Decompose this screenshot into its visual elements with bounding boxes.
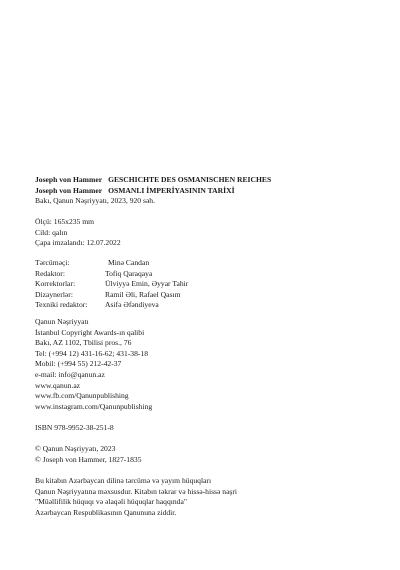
credit-value: Tofiq Qaraqaya: [105, 268, 153, 278]
author-name: Joseph von Hammer: [35, 175, 103, 184]
author-name: Joseph von Hammer: [35, 185, 103, 195]
spec-print-date: Çapa imzalandı: 12.07.2022: [35, 238, 121, 248]
credit-label: Tərcüməçi:: [35, 258, 70, 267]
credit-label: Korrektorlar:: [35, 279, 76, 289]
rights-line: "Müəllifilik hüquqı və əlaqəli hüquqlar haqqında": [35, 497, 187, 507]
publisher-website: www.qanun.az: [35, 380, 81, 390]
credit-designers: [35, 290, 380, 301]
rights-line: Bu kitabın Azərbaycan dilinə tərcümə və yayım hüquqları: [35, 476, 212, 485]
rights-line: Qanun Nəşriyyatına məxsusdur. Kitabın təkrar və hissə-hissə nəşri: [35, 486, 238, 496]
publisher-name: Qanun Nəşriyyatı: [35, 317, 89, 326]
credit-proofreaders: [35, 279, 380, 290]
spec-binding: Cild: qalın: [35, 227, 68, 237]
title-line-translated: [35, 186, 380, 197]
credit-label: Texniki redaktor:: [35, 300, 88, 310]
title-block: [35, 175, 380, 207]
specs-block: [35, 217, 380, 249]
rights-line: Azərbaycan Respublikasının Qanununa ziddir.: [35, 507, 177, 517]
publisher-mobile: Mobil: (+994 55) 212-42-37: [35, 359, 122, 369]
publisher-instagram: www.instagram.com/Qanunpublishing: [35, 401, 153, 411]
publisher-facebook: www.fb.com/Qanunpublishing: [35, 391, 129, 401]
credit-label: Redaktor:: [35, 268, 65, 278]
credit-technical-editor: [35, 300, 380, 311]
translated-title: OSMANLI İMPERİYASININ TARİXİ: [108, 185, 235, 195]
copyright-author: © Joseph von Hammer, 1827-1835: [35, 454, 142, 464]
original-title: GESCHICHTE DES OSMANISCHEN REICHES: [108, 175, 272, 184]
publisher-award: İstanbul Copyright Awards-ın qalibi: [35, 327, 145, 337]
rights-block: [35, 476, 380, 518]
credits-block: [35, 258, 380, 311]
contact-block: [35, 317, 380, 412]
copyright-publisher: © Qanun Nəşriyyatı, 2023: [35, 444, 116, 453]
credit-value: Ramil Əli, Rafael Qasım: [105, 289, 181, 299]
credit-value: Asifə Əfəndiyeva: [105, 300, 159, 310]
publisher-address: Bakı, AZ 1102, Tbilisi pros., 76: [35, 338, 132, 348]
spec-size: Ölçü: 165x235 mm: [35, 217, 95, 226]
publication-info: Bakı, Qanun Nəşriyyatı, 2023, 920 səh.: [35, 196, 156, 206]
publisher-phone: Tel: (+994 12) 431-16-62; 431-38-18: [35, 348, 148, 358]
isbn-block: [35, 423, 380, 434]
credit-value: Ülviyyə Emin, Əyyar Tahir: [105, 279, 189, 289]
isbn: ISBN 978-9952-38-251-8: [35, 423, 114, 432]
credit-translator: [35, 258, 380, 269]
copyright-block: [35, 444, 380, 465]
publisher-email: e-mail: info@qanun.az: [35, 369, 105, 379]
credit-value: Minə Candan: [108, 258, 150, 267]
credit-editor: [35, 269, 380, 280]
title-line-original: [35, 175, 380, 186]
credit-label: Dizaynerlər:: [35, 289, 73, 299]
